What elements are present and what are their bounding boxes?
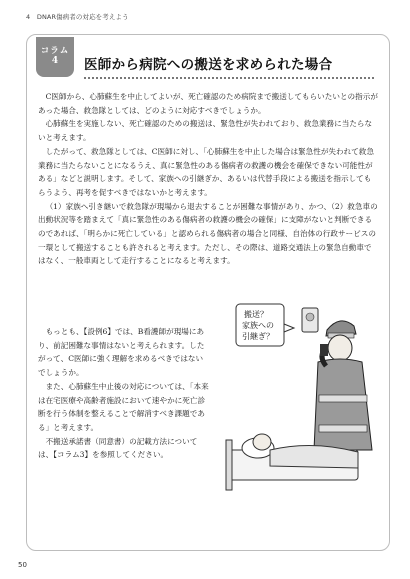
running-header: 4 DNAR傷病者の対応を考えよう: [26, 13, 129, 21]
paramedic-phone-illustration: [222, 300, 382, 500]
paramedic-figure: [314, 321, 372, 450]
badge-label: コラム: [40, 46, 70, 57]
column-title: 医師から病院への搬送を求められた場合: [84, 57, 333, 73]
column-body: [38, 90, 378, 268]
paragraph: もっとも、【設例6】では、B看護師が現場にあり、前記困難な事情はないと考えられます。したがって、C医師に強く理解を求めるべきではないでしょうか。: [38, 327, 205, 378]
bubble-line1: 搬送？: [244, 310, 268, 319]
mobile-phone-icon: [302, 308, 318, 332]
paragraph: 心肺蘇生を実施しない、死亡確認のための搬送は、緊急性が失われており、救急業務に当たらないと考えます。: [38, 119, 373, 143]
bubble-line2: 家族への: [242, 321, 274, 330]
paragraph: （1）家族へ引き継いで救急隊が現場から退去することが困難な事情があり、かつ、（2）救急車の出動状況等を踏まえて「真に緊急性のある傷病者の救護の機会の確保」に支障がないと判断できるのであれば、「明らかに死亡している」と認められる傷病者の場合と同様、自治体の行政サービスの一環として搬送することも許されると考えます。ただし、その際は、道路交通法上の緊急自動車ではなく、一般車両として走行することになると考えます。: [38, 201, 378, 266]
column-badge: [36, 37, 74, 77]
bubble-line3: 引継ぎ？: [242, 332, 274, 341]
badge-number: 4: [51, 55, 59, 66]
column-body-lower: [38, 325, 210, 462]
paragraph: したがって、救急隊としては、C医師に対し、「心肺蘇生を中止した場合は緊急性が失われて救急業務に当たらないことになるうえ、真に緊急性のある傷病者の救護の機会を確保できない可能性がある」などと説明します。そして、家族への引継ぎか、あるいは代替手段による搬送を指示してもらうよう、再考を促すべきではないかと考えます。: [38, 146, 374, 197]
speech-bubble: [236, 304, 294, 346]
paragraph: C医師から、心肺蘇生を中止してよいが、死亡確認のため病院まで搬送してもらいたいとの指示があった場合、救急隊としては、どのように対応すべきでしょうか。: [38, 92, 378, 115]
title-divider: [84, 77, 374, 79]
paragraph: 不搬送承諾書（同意書）の記載方法については、【コラム3】を参照してください。: [38, 436, 198, 460]
page-number: 50: [18, 561, 27, 569]
paragraph: また、心肺蘇生中止後の対応については、「本来は在宅医療や高齢者施設において速やかに死亡診断を行う体制を整えることで解消すべき課題である」と考えます。: [38, 381, 209, 432]
